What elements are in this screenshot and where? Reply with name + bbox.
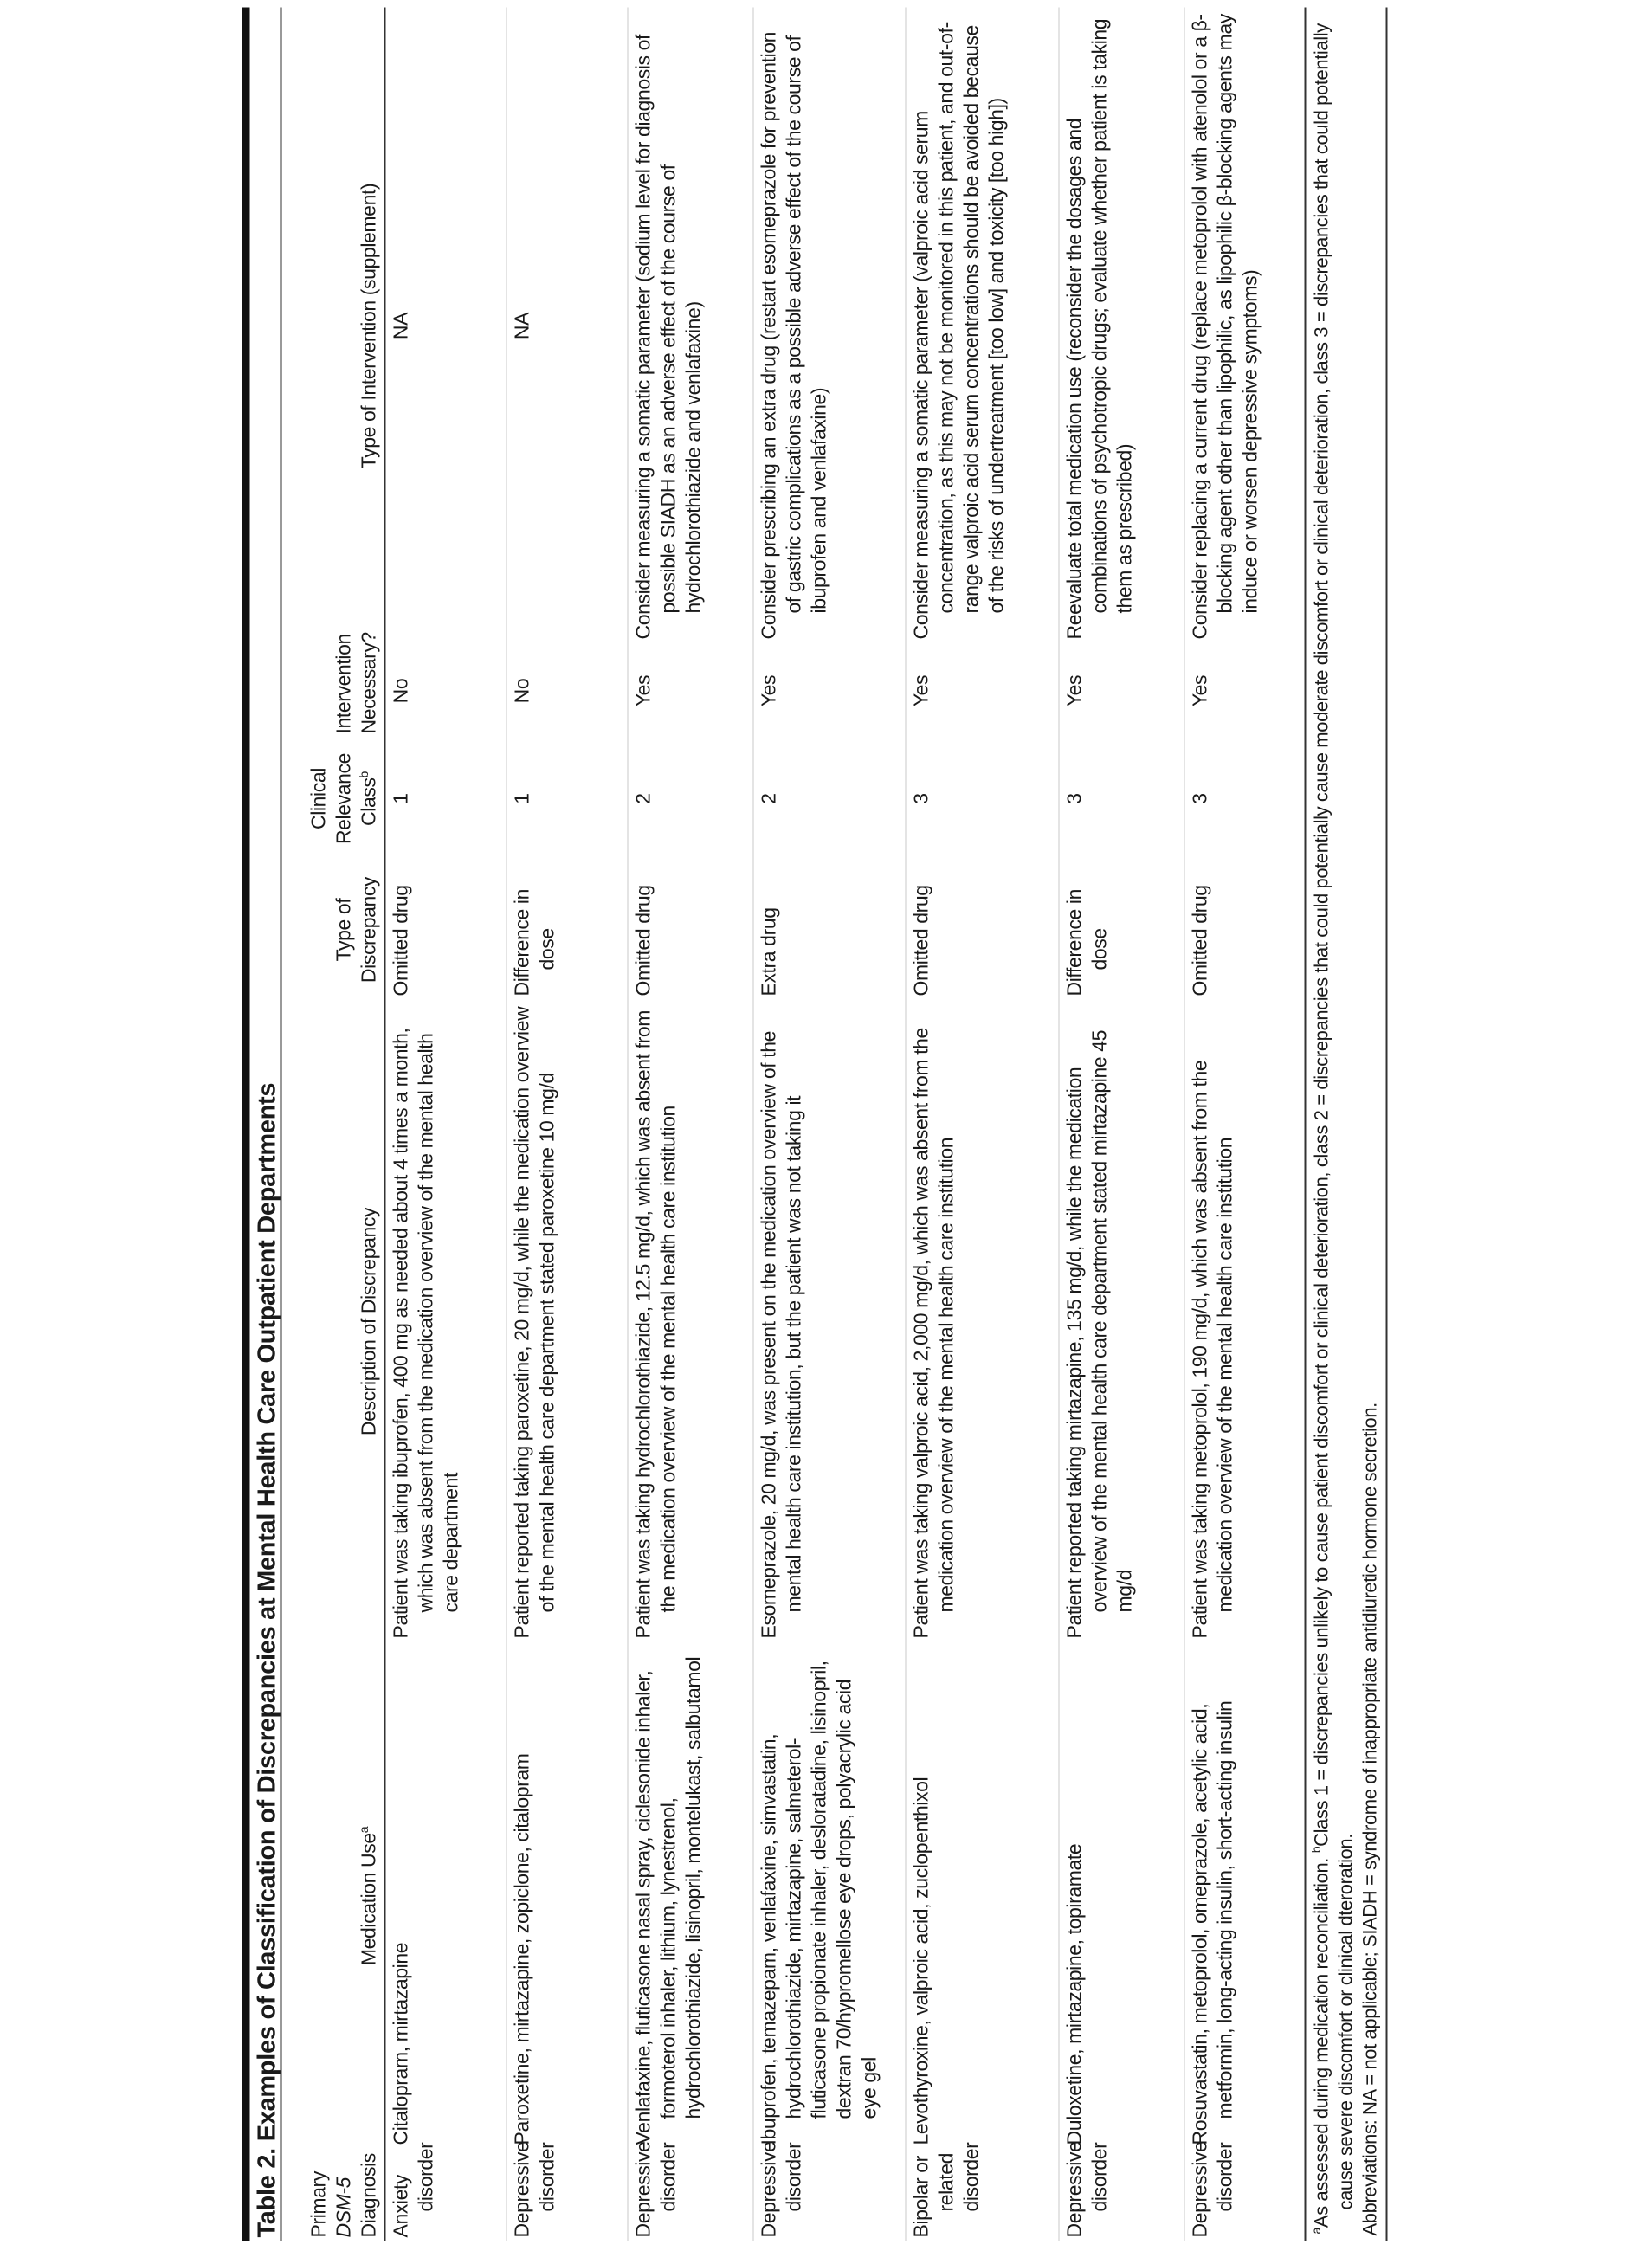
cell-intervention: NA	[507, 8, 628, 643]
cell-diagnosis: Depressive disorder	[628, 2149, 753, 2241]
header-text: Clinical Relevance Class	[307, 752, 380, 845]
cell-intervention: Consider replacing a current drug (replace metoprolol with atenolol or a β-blocking agent other than lipophilic, as lipophilic β-blocking agents may induce or worsen depressive symptoms)	[1184, 8, 1306, 643]
cell-class: 2	[753, 738, 906, 859]
header-text: DSM-5	[332, 2177, 355, 2238]
cell-diagnosis: Anxiety disorder	[385, 2149, 507, 2241]
cell-type: Difference in dose	[1059, 859, 1184, 1000]
table-title: Table 2. Examples of Classification of Discrepancies at Mental Health Care Outpatient Departments	[242, 8, 282, 2241]
cell-medication: Rosuvastatin, metoprolol, omeprazole, acetylic acid, metformin, long-acting insulin, short-acting insulin	[1184, 1642, 1306, 2149]
cell-class: 3	[1184, 738, 1306, 859]
cell-type: Omitted drug	[1184, 859, 1306, 1000]
cell-class: 3	[1059, 738, 1184, 859]
table-row	[906, 8, 1059, 2241]
header-necessary: Intervention Necessary?	[282, 643, 385, 738]
cell-description: Esomeprazole, 20 mg/d, was present on the medication overview of the mental health care institution, but the patient was not taking it	[753, 1000, 906, 1642]
cell-description: Patient was taking valproic acid, 2,000 mg/d, which was absent from the medication overview of the mental health care institution	[906, 1000, 1059, 1642]
footnote-marker: a	[356, 1826, 371, 1834]
cell-necessary: Yes	[1184, 643, 1306, 738]
footnote-b: Class 1 = discrepancies unlikely to cause patient discomfort or clinical deterioration, class 2 = discrepancies that could potentially cause moderate discomfort or clinical deterioration, class 3 = discrepancies that could potentially cause severe discomfort or clinical dteroration.	[1310, 23, 1357, 2210]
header-class	[282, 738, 385, 859]
table-row	[628, 8, 753, 2241]
cell-medication: Duloxetine, mirtazapine, topiramate	[1059, 1642, 1184, 2149]
cell-type: Omitted drug	[628, 859, 753, 1000]
footnote-marker: a	[1309, 2228, 1324, 2235]
cell-medication: Levothyroxine, valproic acid, zuclopenthixol	[906, 1642, 1059, 2149]
cell-medication: Ibuprofen, temazepam, venlafaxine, simvastatin, hydrochlorothiazide, mirtazapine, salmeterol-fluticasone propionate inhaler, desloratadine, lisinopril, dextran 70/hypromellose eye drops, polyacrylic acid eye gel	[753, 1642, 906, 2149]
footnote-ab	[1310, 13, 1358, 2236]
cell-necessary: No	[507, 643, 628, 738]
header-intervention: Type of Intervention (supplement)	[282, 8, 385, 643]
table-row	[1059, 8, 1184, 2241]
cell-type: Omitted drug	[385, 859, 507, 1000]
table-footnotes	[1307, 8, 1388, 2241]
cell-medication: Citalopram, mirtazapine	[385, 1642, 507, 2149]
table-row	[1184, 8, 1306, 2241]
cell-type: Omitted drug	[906, 859, 1059, 1000]
cell-description: Patient reported taking mirtazapine, 135 mg/d, while the medication overview of the mental health care department stated mirtazapine 45 mg/d	[1059, 1000, 1184, 1642]
footnote-marker: b	[356, 771, 371, 778]
cell-type: Difference in dose	[507, 859, 628, 1000]
footnote-marker: b	[1309, 1846, 1324, 1854]
cell-necessary: Yes	[906, 643, 1059, 738]
cell-intervention: Consider measuring a somatic parameter (sodium level for diagnosis of possible SIADH as an adverse effect of the course of hydrochlorothiazide and venlafaxine)	[628, 8, 753, 643]
header-diagnosis	[282, 2149, 385, 2241]
header-medication	[282, 1642, 385, 2149]
header-type: Type of Discrepancy	[282, 859, 385, 1000]
discrepancy-table	[282, 8, 1307, 2241]
cell-necessary: No	[385, 643, 507, 738]
cell-class: 1	[385, 738, 507, 859]
table-row	[753, 8, 906, 2241]
cell-type: Extra drug	[753, 859, 906, 1000]
cell-intervention: Consider prescribing an extra drug (restart esomeprazole for prevention of gastric complications as a possible adverse effect of the course of ibuprofen and venlafaxine)	[753, 8, 906, 643]
cell-class: 1	[507, 738, 628, 859]
cell-diagnosis: Depressive disorder	[753, 2149, 906, 2241]
cell-diagnosis: Bipolar or related disorder	[906, 2149, 1059, 2241]
footnote-abbreviations: Abbreviations: NA = not applicable; SIADH = syndrome of inappropriate antidiuretic hormone secretion.	[1358, 1403, 1381, 2236]
cell-diagnosis: Depressive disorder	[1059, 2149, 1184, 2241]
header-text: Primary	[307, 2171, 330, 2238]
rotated-table-page	[242, 8, 1407, 2241]
table-row	[385, 8, 507, 2241]
cell-description: Patient reported taking paroxetine, 20 mg/d, while the medication overview of the mental health care department stated paroxetine 10 mg/d	[507, 1000, 628, 1642]
cell-diagnosis: Depressive disorder	[1184, 2149, 1306, 2241]
cell-necessary: Yes	[753, 643, 906, 738]
cell-intervention: NA	[385, 8, 507, 643]
cell-necessary: Yes	[628, 643, 753, 738]
cell-description: Patient was taking hydrochlorothiazide, 12.5 mg/d, which was absent from the medication overview of the mental health care institution	[628, 1000, 753, 1642]
cell-description: Patient was taking ibuprofen, 400 mg as needed about 4 times a month, which was absent from the medication overview of the mental health care department	[385, 1000, 507, 1642]
cell-diagnosis: Depressive disorder	[507, 2149, 628, 2241]
cell-intervention: Reevaluate total medication use (reconsider the dosages and combinations of psychotropic drugs; evaluate whether patient is taking them as prescribed)	[1059, 8, 1184, 643]
cell-class: 3	[906, 738, 1059, 859]
header-description: Description of Discrepancy	[282, 1000, 385, 1642]
cell-medication: Paroxetine, mirtazapine, zopiclone, citalopram	[507, 1642, 628, 2149]
cell-medication: Venlafaxine, fluticasone nasal spray, ciclesonide inhaler, formoterol inhaler, lithium, lynestrenol, hydrochlorothiazide, lisinopril, montelukast, salbutamol	[628, 1642, 753, 2149]
header-text: Medication Use	[357, 1833, 380, 1966]
cell-necessary: Yes	[1059, 643, 1184, 738]
footnote-a: As assessed during medication reconciliation.	[1310, 1853, 1333, 2228]
cell-description: Patient was taking metoprolol, 190 mg/d, which was absent from the medication overview of the mental health care institution	[1184, 1000, 1306, 1642]
cell-class: 2	[628, 738, 753, 859]
header-row	[282, 8, 385, 2241]
header-text: Diagnosis	[357, 2153, 380, 2238]
cell-intervention: Consider measuring a somatic parameter (valproic acid serum concentration, as this may not be monitored in this patient, and out-of-range valproic acid serum concentrations should be avoided because of the risks of undertreatment [too low] and toxicity [too high])	[906, 8, 1059, 643]
table-row	[507, 8, 628, 2241]
